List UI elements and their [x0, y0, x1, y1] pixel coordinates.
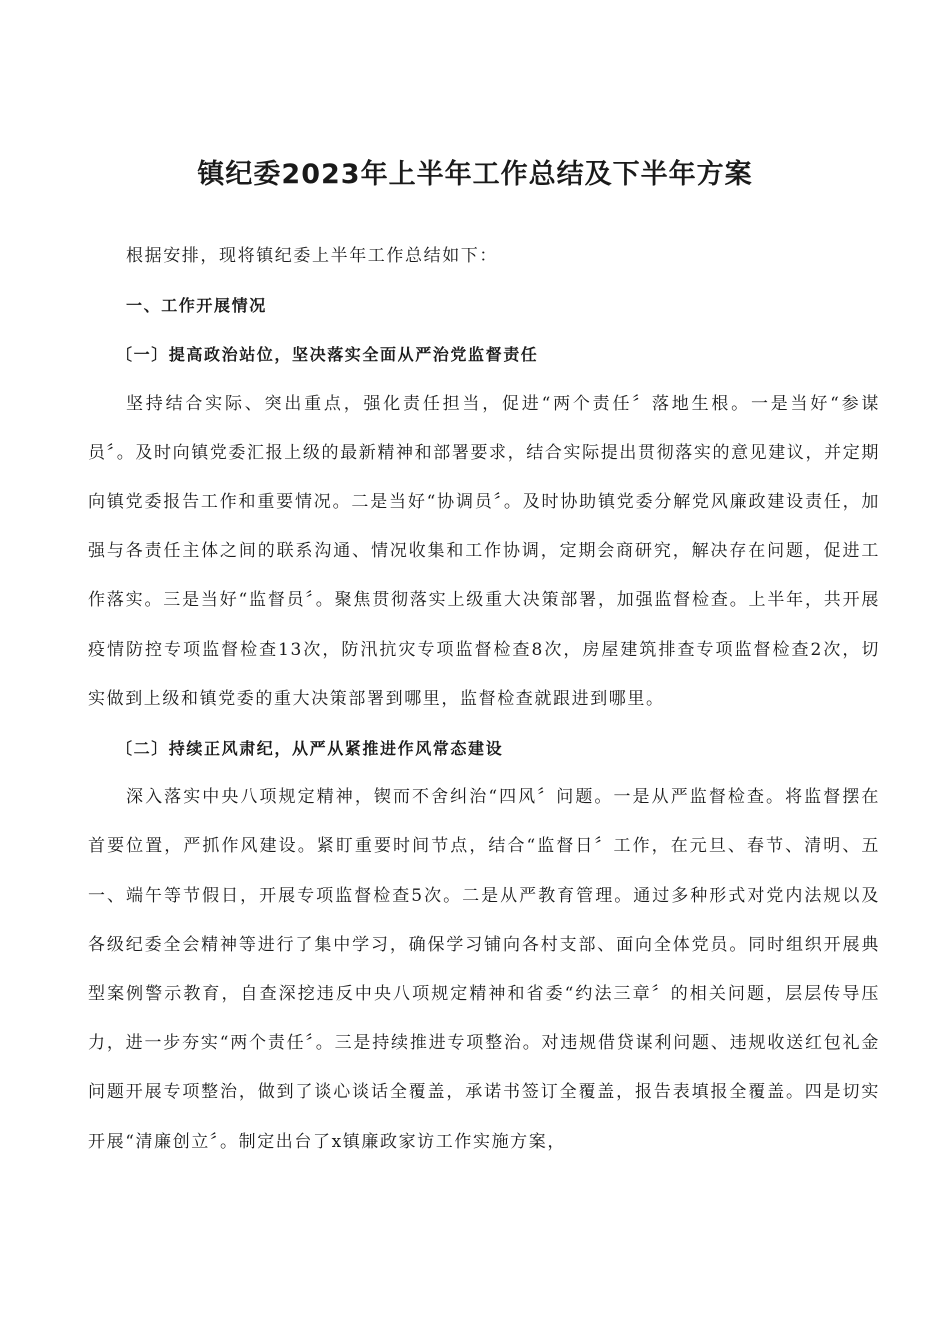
subsection-body-2: 深入落实中央八项规定精神，锲而不舍纠治“四风〞问题。一是从严监督检查。将监督摆在首要位置，严抓作风建设。紧盯重要时间节点，结合“监督日〞工作，在元旦、春节、清明、五一、端午等节假日，开展专项监督检查5次。二是从严教育管理。通过多种形式对党内法规以及各级纪委全会精神等进行了集中学习，确保学习铺向各村支部、面向全体党员。同时组织开展典型案例警示教育，自查深挖违反中央八项规定精神和省委“约法三章〞的相关问题，层层传导压力，进一步夯实“两个责任〞。三是持续推进专项整治。对违规借贷谋利问题、违规收送红包礼金问题开展专项整治，做到了谈心谈话全覆盖，承诺书签订全覆盖，报告表填报全覆盖。四是切实开展“清廉创立〞。制定出台了x镇廉政家访工作实施方案， [88, 787, 880, 1152]
intro-paragraph: 根据安排，现将镇纪委上半年工作总结如下： [126, 246, 498, 266]
document-title: 镇纪委2023年上半年工作总结及下半年方案 [197, 159, 753, 190]
document-body [88, 232, 880, 1167]
subsection-body-1: 坚持结合实际、突出重点，强化责任担当，促进“两个责任〞落地生根。一是当好“参谋员〞。及时向镇党委汇报上级的最新精神和部署要求，结合实际提出贯彻落实的意见建议，并定期向镇党委报告工作和重要情况。二是当好“协调员〞。及时协助镇党委分解党风廉政建设责任，加强与各责任主体之间的联系沟通、情况收集和工作协调，定期会商研究，解决存在问题，促进工作落实。三是当好“监督员〞。聚焦贯彻落实上级重大决策部署，加强监督检查。上半年，共开展疫情防控专项监督检查13次，防汛抗灾专项监督检查8次，房屋建筑排查专项监督检查2次，切实做到上级和镇党委的重大决策部署到哪里，监督检查就跟进到哪里。 [88, 393, 880, 709]
subsection-heading-1: 〔一〕提高政治站位，坚决落实全面从严治党监督责任 [116, 345, 539, 365]
subsection-heading-2: 〔二〕持续正风肃纪，从严从紧推进作风常态建设 [116, 739, 504, 759]
section-heading: 一、工作开展情况 [126, 296, 267, 316]
